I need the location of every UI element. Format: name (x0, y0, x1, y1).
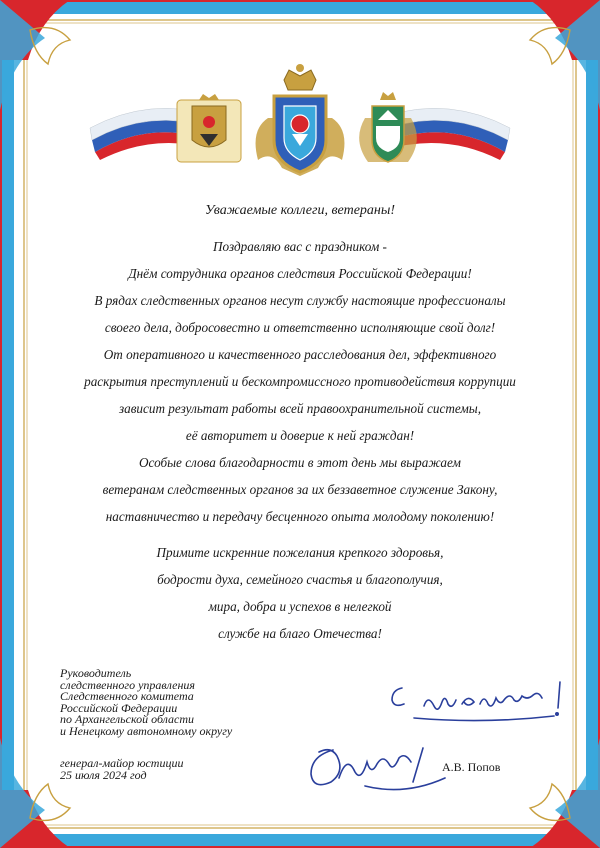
body-line: Днём сотрудника органов следствия Российской Федерации! (128, 266, 472, 281)
sender-line: и Ненецкому автономному округу (60, 723, 233, 738)
body-line: своего дела, добросовестно и ответственно исполняющие свой долг! (104, 320, 496, 335)
body-line: бодрости духа, семейного счастья и благополучия, (157, 572, 443, 587)
sender-line: следственного управления (60, 677, 195, 692)
signer-name: А.В. Попов (442, 760, 501, 774)
sender-line: Следственного комитета (60, 689, 194, 704)
body-line: В рядах следственных органов несут службу настоящие профессионалы (94, 293, 506, 308)
sender-block (60, 668, 232, 738)
body-line: зависит результат работы всей правоохранительной системы, (118, 401, 482, 416)
date-line: 25 июля 2024 год (60, 767, 147, 782)
body-line: раскрытия преступлений и бескомпромиссного противодействия коррупции (84, 374, 516, 389)
sender-line: по Архангельской области (60, 712, 195, 727)
sender-line: Российской Федерации (60, 700, 178, 715)
body-line: Особые слова благодарности в этот день мы выражаем (139, 455, 461, 470)
greeting-line: Уважаемые коллеги, ветераны! (205, 203, 395, 218)
rank-line: генерал-майор юстиции (60, 756, 184, 770)
body-line: ветеранам следственных органов за их беззаветное служение Закону, (102, 482, 498, 497)
handwritten-greeting (384, 676, 574, 724)
body-line: её авторитет и доверие к ней граждан! (185, 428, 415, 443)
body-line: наставничество и передачу бесценного опыта молодому поколению! (105, 509, 495, 524)
investigative-committee-emblem-icon (256, 64, 345, 176)
body-line: Примите искренние пожелания крепкого здоровья, (156, 545, 444, 560)
sender-line: Руководитель (60, 666, 132, 680)
handwritten-signature (305, 742, 455, 800)
arkhangelsk-coat-of-arms-icon (177, 94, 241, 162)
body-line: мира, добра и успехов в нелегкой (208, 599, 392, 614)
body-line: Поздравляю вас с праздником - (213, 239, 387, 254)
body-line: От оперативного и качественного расследования дел, эффективного (103, 347, 497, 362)
rank-date-block (60, 758, 183, 781)
nenets-coat-of-arms-icon (359, 92, 417, 162)
body-line: службе на благо Отечества! (218, 626, 382, 641)
